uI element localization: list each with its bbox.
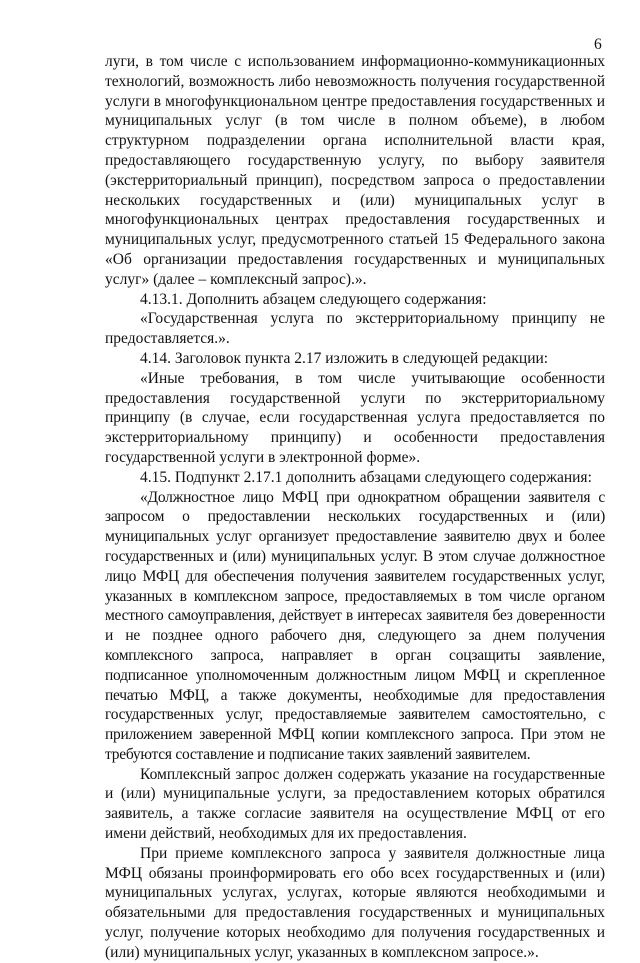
paragraph-quote-other-requirements: «Иные требования, в том числе учитывающие особенности предоставления государственной услуги по экстерриториальному принципу (в случае, если государственная услуга предоставляется по экстерриториальному принципу) и особенности предоставления государственной услуги в электронной форме». <box>105 369 605 466</box>
paragraph-4-15: 4.15. Подпункт 2.17.1 дополнить абзацами следующего содержания: <box>140 468 592 486</box>
paragraph-4-13-1: 4.13.1. Дополнить абзацем следующего содержания: <box>140 290 487 308</box>
paragraph-request-intake: При приеме комплексного запроса у заявителя должностные лица МФЦ обязаны проинформировать его обо всех государственных и (или) муниципальных услугах, услугах, которые являются необходимыми и обязательными для предоставления государственных и муниципальных услуг, получение которых необходимо для получения государственных и (или) муниципальных услуг, указанных в комплексном запросе.». <box>105 844 605 961</box>
paragraph-4-14: 4.14. Заголовок пункта 2.17 изложить в следующей редакции: <box>140 349 549 367</box>
paragraph-quote-extraterritorial: «Государственная услуга по экстерриториальному принципу не предоставляется.». <box>105 310 605 348</box>
paragraph-complex-request: Комплексный запрос должен содержать указание на государственные и (или) муниципальные услуги, за предоставлением которых обратился заявитель, а также согласие заявителя на осуществление МФЦ от его имени действий, необходимых для их предоставления. <box>105 765 605 843</box>
page-number: 6 <box>594 36 602 53</box>
paragraph-mfc-official: «Должностное лицо МФЦ при однократном обращении заявителя с запросом о предоставлении нескольких государственных и (или) муниципальных услуг организует предоставление заявителю двух и более государственных и (или) муниципальных услуг. В этом случае должностное лицо МФЦ для обеспечения получения заявителем государственных услуг, указанных в комплексном запросе, предоставляемых в том числе органом местного самоуправления, действует в интересах заявителя без доверенности и не позднее одного рабочего дня, следующего за днем получения комплексного запроса, направляет в орган соцзащиты заявление, подписанное уполномоченным должностным лицом МФЦ и скрепленное печатью МФЦ, а также документы, необходимые для предоставления государственных услуг, предоставляемые заявителем самостоятельно, с приложением заверенной МФЦ копии комплексного запроса. При этом не требуются составление и подписание таких заявлений заявителем. <box>105 488 605 763</box>
document-body <box>105 52 605 963</box>
paragraph-continuation: луги, в том числе с использованием информационно-коммуникационных технологий, возможность либо невозможность получения государственной услуги в многофункциональном центре предоставления государственных и муниципальных услуг (в том числе в полном объеме), в любом структурном подразделении органа исполнительной власти края, предоставляющего государственную услугу, по выбору заявителя (экстерриториальный принцип), посредством запроса о предоставлении нескольких государственных и (или) муниципальных услуг в многофункциональных центрах предоставления государственных и муниципальных услуг, предусмотренного статьей 15 Федерального закона «Об организации предоставления государственных и муниципальных услуг» (далее – комплексный запрос).». <box>105 53 605 288</box>
